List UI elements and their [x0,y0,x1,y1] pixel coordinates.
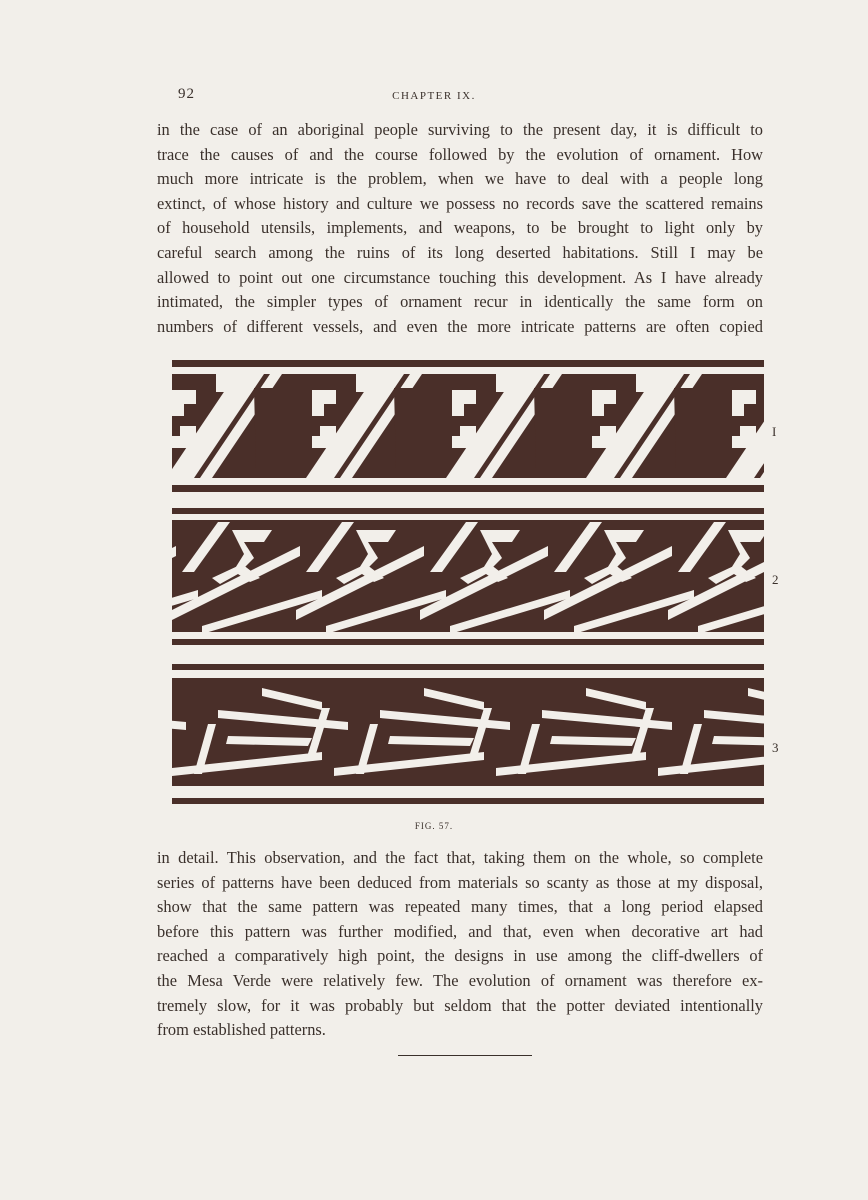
paragraph-2 [157,846,763,1043]
paragraph-1 [157,118,763,339]
text-line: reached a comparatively high point, the designs in use among the cliff-dwellers of [157,946,763,966]
text-line: series of patterns have been deduced from materials so scanty as those at my disposal, [157,872,763,892]
plate-number-1: I [772,424,777,439]
text-line: in the case of an aboriginal people surviving to the present day, it is difficult to [157,120,763,139]
text-line: extinct, of whose history and culture we possess no records save the scattered remains [157,193,763,213]
text-line: intimated, the simpler types of ornament recur in identically the same form on [157,292,763,312]
text-line: much more intricate is the problem, when we have to deal with a people long [157,169,763,189]
running-head: CHAPTER IX. [392,90,476,102]
figure-caption: FIG. 57. [414,821,454,831]
text-line: of household utensils, implements, and weapons, to be brought to light only by [157,218,763,238]
ornament-band-2 [172,508,764,648]
text-line: tremely slow, for it was probably but seldom that the potter deviated intentionally [157,995,763,1015]
ornament-band-1 [172,360,764,492]
text-line: allowed to point out one circumstance touching this development. As I have already [157,267,763,287]
text-line: before this pattern was further modified, and that, even when decorative art had [157,921,763,941]
text-line: trace the causes of and the course followed by the evolution of ornament. How [157,144,763,164]
text-line: show that the same pattern was repeated many times, that a long period elapsed [157,897,763,917]
text-line: from established patterns. [157,1020,326,1040]
text-line: numbers of different vessels, and even the more intricate patterns are often copied [157,316,763,336]
text-line: careful search among the ruins of its long deserted habitations. Still I may be [157,242,763,262]
text-line: in detail. This observation, and the fact that, taking them on the whole, so complete [157,848,763,867]
plate-number-3: 3 [772,740,779,755]
plate-number-2: 2 [772,572,779,587]
ornament-band-3 [172,664,764,804]
text-line: the Mesa Verde were relatively few. The evolution of ornament was therefore ex- [157,970,763,990]
section-end-rule [398,1055,532,1056]
page-number: 92 [178,86,195,102]
